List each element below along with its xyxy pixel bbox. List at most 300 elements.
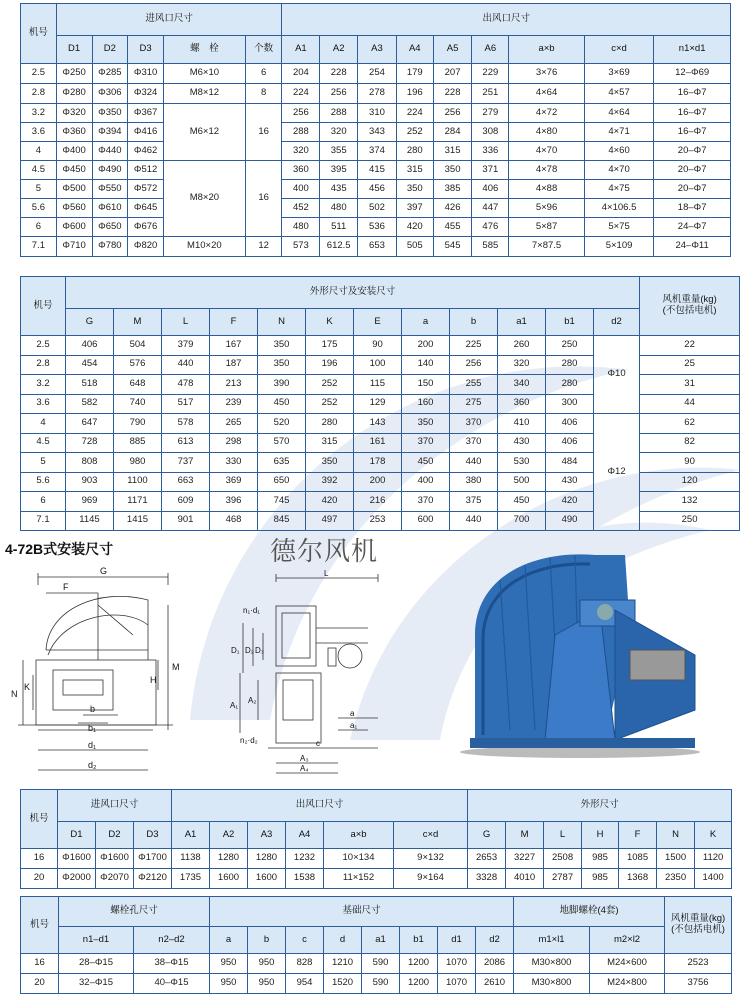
table-cell: 140 bbox=[402, 355, 450, 375]
machine-no-cell: 3.6 bbox=[21, 123, 57, 142]
table-cell: 545 bbox=[433, 237, 472, 257]
table-cell: 397 bbox=[396, 199, 433, 218]
table-cell: 728 bbox=[66, 433, 114, 453]
table-cell: 4×72 bbox=[509, 104, 585, 123]
table-row bbox=[21, 180, 731, 199]
table-cell: 478 bbox=[162, 375, 210, 395]
table-cell: 410 bbox=[498, 414, 546, 434]
table-cell: Φ650 bbox=[92, 218, 128, 237]
table-cell: 578 bbox=[162, 414, 210, 434]
table-row bbox=[21, 336, 740, 356]
table-cell: Φ512 bbox=[128, 161, 164, 180]
outlet-size-header: 出风口尺寸 bbox=[172, 790, 468, 822]
machine-no-cell: 4 bbox=[21, 414, 66, 434]
table-cell: 252 bbox=[306, 375, 354, 395]
machine-no-header: 机号 bbox=[21, 277, 66, 336]
column-header: A3 bbox=[248, 822, 286, 849]
table-cell: 653 bbox=[358, 237, 397, 257]
table-cell: Φ400 bbox=[56, 142, 92, 161]
weight-cell: 62 bbox=[640, 414, 740, 434]
table-cell: Φ367 bbox=[128, 104, 164, 123]
table-cell: 4×75 bbox=[584, 180, 653, 199]
table-cell: 256 bbox=[433, 104, 472, 123]
column-header: A6 bbox=[472, 36, 509, 64]
fan-photo bbox=[455, 540, 705, 760]
table-cell: 1232 bbox=[286, 849, 324, 869]
label-a: a bbox=[350, 709, 355, 718]
table-row bbox=[21, 104, 731, 123]
table-cell: 350 bbox=[258, 336, 306, 356]
column-header: A1 bbox=[282, 36, 320, 64]
bolt-cell: M8×12 bbox=[164, 84, 246, 104]
weight-cell: 120 bbox=[640, 472, 740, 492]
side-view-drawing bbox=[228, 568, 398, 778]
table-cell: 454 bbox=[66, 355, 114, 375]
column-header: G bbox=[468, 822, 506, 849]
column-header: c×d bbox=[394, 822, 468, 849]
table-cell: 2787 bbox=[544, 869, 582, 889]
label-A2: A₂ bbox=[248, 696, 257, 705]
table-cell: 648 bbox=[114, 375, 162, 395]
table-cell: 369 bbox=[210, 472, 258, 492]
bolt-cell: M10×20 bbox=[164, 237, 246, 257]
table-cell: 24–Φ7 bbox=[654, 218, 731, 237]
table-cell: 1100 bbox=[114, 472, 162, 492]
table-cell: Φ600 bbox=[56, 218, 92, 237]
label-A4: A₄ bbox=[300, 764, 309, 773]
table-cell: 450 bbox=[498, 492, 546, 512]
table-cell: 28–Φ15 bbox=[59, 954, 134, 974]
label-b1: b₁ bbox=[88, 723, 97, 733]
anchor-bolt-header: 地脚螺栓(4套) bbox=[514, 897, 665, 927]
table-cell: 4×70 bbox=[509, 142, 585, 161]
machine-no-cell: 4.5 bbox=[21, 433, 66, 453]
table-cell: 518 bbox=[66, 375, 114, 395]
table-cell: 360 bbox=[282, 161, 320, 180]
column-header: A4 bbox=[396, 36, 433, 64]
table-cell: 468 bbox=[210, 511, 258, 531]
table-cell: Φ560 bbox=[56, 199, 92, 218]
table-cell: 635 bbox=[258, 453, 306, 473]
table-cell: 790 bbox=[114, 414, 162, 434]
weight-cell: 132 bbox=[640, 492, 740, 512]
label-D2: D₂ bbox=[245, 646, 254, 655]
d2-cell: Φ10 bbox=[594, 336, 640, 414]
table-cell: 12–Φ69 bbox=[654, 64, 731, 84]
machine-no-cell: 7.1 bbox=[21, 237, 57, 257]
label-d1: d₁ bbox=[88, 740, 97, 750]
table-cell: 901 bbox=[162, 511, 210, 531]
table-cell: 420 bbox=[546, 492, 594, 512]
table-cell: 4×70 bbox=[584, 161, 653, 180]
column-header: D2 bbox=[96, 822, 134, 849]
table-cell: 288 bbox=[282, 123, 320, 142]
table-cell: 279 bbox=[472, 104, 509, 123]
table-cell: 224 bbox=[282, 84, 320, 104]
table-cell: Φ416 bbox=[128, 123, 164, 142]
table-cell: 476 bbox=[472, 218, 509, 237]
table-cell: 885 bbox=[114, 433, 162, 453]
table-row bbox=[21, 161, 731, 180]
column-header: F bbox=[210, 309, 258, 336]
table-cell: 380 bbox=[450, 472, 498, 492]
label-d2: d₂ bbox=[88, 760, 97, 770]
table-cell: Φ490 bbox=[92, 161, 128, 180]
table-cell: 196 bbox=[396, 84, 433, 104]
table-cell: 375 bbox=[450, 492, 498, 512]
label-n2d2: n₂·d₂ bbox=[240, 736, 258, 745]
table-cell: 225 bbox=[450, 336, 498, 356]
table-cell: 450 bbox=[258, 394, 306, 414]
machine-no-cell: 7.1 bbox=[21, 511, 66, 531]
column-header: a×b bbox=[509, 36, 585, 64]
table-cell: 613 bbox=[162, 433, 210, 453]
table-cell: 350 bbox=[258, 355, 306, 375]
fan-weight-header: 风机重量(kg) (不包括电机) bbox=[665, 897, 732, 954]
table-cell: Φ2070 bbox=[96, 869, 134, 889]
table-cell: 590 bbox=[362, 954, 400, 974]
table-cell: 256 bbox=[320, 84, 358, 104]
weight-cell: 25 bbox=[640, 355, 740, 375]
table-cell: 536 bbox=[358, 218, 397, 237]
table-cell: 288 bbox=[320, 104, 358, 123]
table-cell: 435 bbox=[320, 180, 358, 199]
table-cell: 440 bbox=[450, 511, 498, 531]
table-cell: 1085 bbox=[619, 849, 657, 869]
column-header: b1 bbox=[400, 927, 438, 954]
machine-no-cell: 4.5 bbox=[21, 161, 57, 180]
label-c: c bbox=[316, 739, 320, 748]
table-cell: 647 bbox=[66, 414, 114, 434]
column-header: M bbox=[506, 822, 544, 849]
foundation-header: 基础尺寸 bbox=[210, 897, 514, 927]
table-cell: 2523 bbox=[665, 954, 732, 974]
table-row bbox=[21, 218, 731, 237]
table-cell: 4×106.5 bbox=[584, 199, 653, 218]
weight-cell: 90 bbox=[640, 453, 740, 473]
table-cell: 250 bbox=[546, 336, 594, 356]
table-cell: 370 bbox=[450, 414, 498, 434]
table-cell: 200 bbox=[354, 472, 402, 492]
label-H: H bbox=[150, 675, 157, 685]
column-header: N bbox=[258, 309, 306, 336]
table-cell: 4×78 bbox=[509, 161, 585, 180]
machine-no-cell: 16 bbox=[21, 849, 58, 869]
table-cell: 5×75 bbox=[584, 218, 653, 237]
table-cell: 440 bbox=[450, 453, 498, 473]
bolt-cell: M8×20 bbox=[164, 161, 246, 237]
table-cell: 1500 bbox=[657, 849, 695, 869]
table-cell: 406 bbox=[546, 433, 594, 453]
table-cell: 265 bbox=[210, 414, 258, 434]
table-cell: 11×152 bbox=[324, 869, 394, 889]
table-cell: 1538 bbox=[286, 869, 324, 889]
table-cell: 954 bbox=[286, 974, 324, 994]
count-cell: 8 bbox=[245, 84, 282, 104]
table-cell: 3×69 bbox=[584, 64, 653, 84]
table-cell: 284 bbox=[433, 123, 472, 142]
table-cell: 1735 bbox=[172, 869, 210, 889]
column-header: d1 bbox=[438, 927, 476, 954]
table-cell: 395 bbox=[320, 161, 358, 180]
table-cell: Φ645 bbox=[128, 199, 164, 218]
table-cell: 1200 bbox=[400, 954, 438, 974]
table-cell: 20–Φ7 bbox=[654, 180, 731, 199]
table-cell: 275 bbox=[450, 394, 498, 414]
table-cell: 5×96 bbox=[509, 199, 585, 218]
table-cell: 452 bbox=[282, 199, 320, 218]
table-cell: 100 bbox=[354, 355, 402, 375]
table-cell: M30×800 bbox=[514, 954, 590, 974]
column-header: d2 bbox=[594, 309, 640, 336]
weight-cell: 22 bbox=[640, 336, 740, 356]
table-cell: 415 bbox=[358, 161, 397, 180]
table-cell: 5×87 bbox=[509, 218, 585, 237]
column-header: D3 bbox=[134, 822, 172, 849]
machine-no-cell: 5 bbox=[21, 180, 57, 199]
table-cell: 517 bbox=[162, 394, 210, 414]
machine-no-header: 机号 bbox=[21, 897, 59, 954]
column-header: c bbox=[286, 927, 324, 954]
table-cell: 187 bbox=[210, 355, 258, 375]
label-F: F bbox=[63, 582, 69, 592]
column-header: A2 bbox=[210, 822, 248, 849]
machine-no-cell: 3.2 bbox=[21, 375, 66, 395]
column-header: M bbox=[114, 309, 162, 336]
table-cell: 570 bbox=[258, 433, 306, 453]
table-cell: 213 bbox=[210, 375, 258, 395]
table-cell: 390 bbox=[258, 375, 306, 395]
table-cell: 1280 bbox=[248, 849, 286, 869]
table-cell: Φ1600 bbox=[96, 849, 134, 869]
column-header: A5 bbox=[433, 36, 472, 64]
table-cell: 1210 bbox=[324, 954, 362, 974]
table-cell: 1600 bbox=[210, 869, 248, 889]
column-header: n1–d1 bbox=[59, 927, 134, 954]
table-cell: 1120 bbox=[695, 849, 732, 869]
column-header: 螺 栓 bbox=[164, 36, 246, 64]
table-cell: Φ500 bbox=[56, 180, 92, 199]
weight-cell: 82 bbox=[640, 433, 740, 453]
table-cell: 179 bbox=[396, 64, 433, 84]
table-cell: Φ2000 bbox=[58, 869, 96, 889]
front-view-drawing bbox=[8, 565, 198, 780]
shape-size-header: 外形尺寸 bbox=[468, 790, 732, 822]
table-cell: 16–Φ7 bbox=[654, 84, 731, 104]
large-fan-foundation-table bbox=[20, 896, 732, 994]
table-cell: 20–Φ7 bbox=[654, 142, 731, 161]
label-n1d1: n₁·d₁ bbox=[243, 606, 260, 615]
table-cell: Φ572 bbox=[128, 180, 164, 199]
fan-weight-header: 风机重量(kg) (不包括电机) bbox=[640, 277, 740, 336]
table-cell: 396 bbox=[210, 492, 258, 512]
table-cell: 4010 bbox=[506, 869, 544, 889]
table-cell: 360 bbox=[498, 394, 546, 414]
table-cell: 330 bbox=[210, 453, 258, 473]
column-header: m2×l2 bbox=[590, 927, 665, 954]
table-row bbox=[21, 954, 732, 974]
label-D1: D₁ bbox=[231, 646, 240, 655]
table-cell: 1520 bbox=[324, 974, 362, 994]
table-cell: 3×76 bbox=[509, 64, 585, 84]
machine-no-cell: 5.6 bbox=[21, 199, 57, 218]
table-cell: 253 bbox=[354, 511, 402, 531]
table-cell: 737 bbox=[162, 453, 210, 473]
table-cell: 161 bbox=[354, 433, 402, 453]
table-cell: 969 bbox=[66, 492, 114, 512]
table-cell: 2653 bbox=[468, 849, 506, 869]
table-cell: 200 bbox=[402, 336, 450, 356]
table-cell: 740 bbox=[114, 394, 162, 414]
table-cell: 175 bbox=[306, 336, 354, 356]
table-row bbox=[21, 84, 731, 104]
table-cell: 256 bbox=[450, 355, 498, 375]
table-cell: 90 bbox=[354, 336, 402, 356]
table-cell: 400 bbox=[282, 180, 320, 199]
table-cell: M24×600 bbox=[590, 954, 665, 974]
machine-no-cell: 20 bbox=[21, 974, 59, 994]
table-cell: 1171 bbox=[114, 492, 162, 512]
column-header: c×d bbox=[584, 36, 653, 64]
column-header: D3 bbox=[128, 36, 164, 64]
table-cell: 808 bbox=[66, 453, 114, 473]
table-cell: 379 bbox=[162, 336, 210, 356]
table-cell: Φ676 bbox=[128, 218, 164, 237]
table-cell: 950 bbox=[210, 974, 248, 994]
table-cell: 2610 bbox=[476, 974, 514, 994]
table-cell: 255 bbox=[450, 375, 498, 395]
table-cell: 9×164 bbox=[394, 869, 468, 889]
count-cell: 12 bbox=[245, 237, 282, 257]
table-cell: 228 bbox=[320, 64, 358, 84]
table-cell: 178 bbox=[354, 453, 402, 473]
machine-no-cell: 6 bbox=[21, 218, 57, 237]
table-cell: Φ1600 bbox=[58, 849, 96, 869]
table-cell: Φ2120 bbox=[134, 869, 172, 889]
table-cell: 370 bbox=[402, 433, 450, 453]
table-cell: 308 bbox=[472, 123, 509, 142]
table-cell: Φ550 bbox=[92, 180, 128, 199]
inlet-size-header: 进风口尺寸 bbox=[56, 4, 282, 36]
table-cell: 426 bbox=[433, 199, 472, 218]
table-cell: Φ450 bbox=[56, 161, 92, 180]
table-cell: Φ440 bbox=[92, 142, 128, 161]
column-header: A1 bbox=[172, 822, 210, 849]
table-cell: 520 bbox=[258, 414, 306, 434]
table-cell: 2508 bbox=[544, 849, 582, 869]
table-cell: 3227 bbox=[506, 849, 544, 869]
table-cell: 609 bbox=[162, 492, 210, 512]
table-cell: 484 bbox=[546, 453, 594, 473]
table-cell: 582 bbox=[66, 394, 114, 414]
table-cell: 4×88 bbox=[509, 180, 585, 199]
column-header: n2–d2 bbox=[134, 927, 210, 954]
table-cell: 251 bbox=[472, 84, 509, 104]
table-cell: M24×800 bbox=[590, 974, 665, 994]
column-header: d bbox=[324, 927, 362, 954]
table-cell: 480 bbox=[320, 199, 358, 218]
table-cell: Φ610 bbox=[92, 199, 128, 218]
table-cell: 1400 bbox=[695, 869, 732, 889]
table-cell: 10×134 bbox=[324, 849, 394, 869]
label-M: M bbox=[172, 662, 180, 672]
column-header: d2 bbox=[476, 927, 514, 954]
table-cell: 455 bbox=[433, 218, 472, 237]
table-cell: 420 bbox=[306, 492, 354, 512]
table-cell: 207 bbox=[433, 64, 472, 84]
table-cell: 4×71 bbox=[584, 123, 653, 142]
column-header: A3 bbox=[358, 36, 397, 64]
table-cell: 573 bbox=[282, 237, 320, 257]
table-cell: 406 bbox=[546, 414, 594, 434]
machine-no-cell: 16 bbox=[21, 954, 59, 974]
column-header: m1×l1 bbox=[514, 927, 590, 954]
table-cell: 440 bbox=[162, 355, 210, 375]
column-header: n1×d1 bbox=[654, 36, 731, 64]
machine-no-cell: 2.5 bbox=[21, 336, 66, 356]
inlet-outlet-table bbox=[20, 3, 731, 257]
table-cell: 167 bbox=[210, 336, 258, 356]
column-header: L bbox=[544, 822, 582, 849]
table-cell: 204 bbox=[282, 64, 320, 84]
table-cell: Φ710 bbox=[56, 237, 92, 257]
table-cell: 143 bbox=[354, 414, 402, 434]
table-cell: 590 bbox=[362, 974, 400, 994]
table-cell: 406 bbox=[472, 180, 509, 199]
column-header: E bbox=[354, 309, 402, 336]
inlet-size-header: 进风口尺寸 bbox=[58, 790, 172, 822]
dimensions-install-table bbox=[20, 276, 740, 531]
table-cell: 315 bbox=[433, 142, 472, 161]
machine-no-cell: 2.5 bbox=[21, 64, 57, 84]
column-header: F bbox=[619, 822, 657, 849]
table-cell: 511 bbox=[320, 218, 358, 237]
table-cell: 4×64 bbox=[584, 104, 653, 123]
table-cell: 985 bbox=[582, 849, 619, 869]
table-cell: 150 bbox=[402, 375, 450, 395]
count-cell: 16 bbox=[245, 161, 282, 237]
table-cell: 256 bbox=[282, 104, 320, 123]
table-cell: 1415 bbox=[114, 511, 162, 531]
column-header: a×b bbox=[324, 822, 394, 849]
machine-no-cell: 5 bbox=[21, 453, 66, 473]
bolt-cell: M6×12 bbox=[164, 104, 246, 161]
table-cell: 1368 bbox=[619, 869, 657, 889]
table-cell: 4×80 bbox=[509, 123, 585, 142]
table-cell: 370 bbox=[402, 492, 450, 512]
table-cell: 980 bbox=[114, 453, 162, 473]
table-cell: 350 bbox=[396, 180, 433, 199]
table-cell: 845 bbox=[258, 511, 306, 531]
table-cell: 950 bbox=[248, 954, 286, 974]
label-b: b bbox=[90, 704, 96, 714]
column-header: D2 bbox=[92, 36, 128, 64]
table-cell: 340 bbox=[498, 375, 546, 395]
table-cell: 300 bbox=[546, 394, 594, 414]
table-row bbox=[21, 64, 731, 84]
table-cell: 585 bbox=[472, 237, 509, 257]
section-title: 4-72B式安装尺寸 bbox=[5, 541, 114, 557]
table-cell: 280 bbox=[306, 414, 354, 434]
table-cell: 320 bbox=[320, 123, 358, 142]
column-header: K bbox=[306, 309, 354, 336]
machine-no-cell: 4 bbox=[21, 142, 57, 161]
table-cell: Φ462 bbox=[128, 142, 164, 161]
table-cell: 320 bbox=[498, 355, 546, 375]
table-cell: Φ1700 bbox=[134, 849, 172, 869]
table-row bbox=[21, 237, 731, 257]
table-cell: 239 bbox=[210, 394, 258, 414]
